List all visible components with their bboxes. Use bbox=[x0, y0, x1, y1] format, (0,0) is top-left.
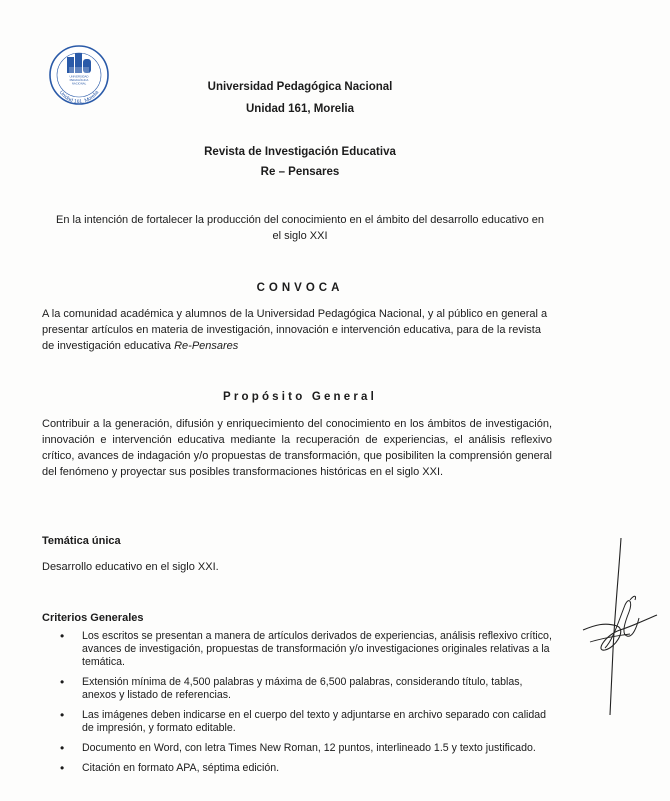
list-item: • Extensión mínima de 4,500 palabras y máxima de 6,500 palabras, considerando título, tablas, anexos y listado de referencias. bbox=[42, 676, 552, 702]
list-item: • Documento en Word, con letra Times New Roman, 12 puntos, interlineado 1.5 y texto justificado. bbox=[42, 742, 552, 755]
logo-text-2: PEDAGÓGICA bbox=[69, 78, 89, 82]
signature-icon bbox=[575, 530, 665, 720]
tematica-heading: Temática única bbox=[42, 535, 121, 547]
list-item: • Citación en formato APA, séptima edición. bbox=[42, 762, 552, 775]
proposito-text: Contribuir a la generación, difusión y enriquecimiento del conocimiento en los ámbitos de investigación, innovación e intervención educativa mediante la recuperación de experiencias, el análisis reflexivo crítico, avances de indagación y/o propuestas de transformación, que posibiliten la comprensión general del fenómeno y proyectar sus posibles transformaciones históricas en el siglo XXI. bbox=[42, 418, 552, 478]
convoca-paragraph bbox=[42, 306, 552, 354]
proposito-heading: Propósito General bbox=[222, 391, 378, 403]
tematica-text: Desarrollo educativo en el siglo XXI. bbox=[42, 561, 219, 573]
upn-logo-icon bbox=[48, 44, 110, 106]
criterios-list bbox=[42, 630, 552, 782]
unit-name: Unidad 161, Morelia bbox=[245, 103, 354, 115]
criterios-heading: Criterios Generales bbox=[42, 612, 144, 624]
list-item: • Las imágenes deben indicarse en el cuerpo del texto y adjuntarse en archivo separado con calidad de impresión, y formato editable. bbox=[42, 709, 552, 735]
convoca-journal-italic: Re-Pensares bbox=[174, 340, 239, 352]
intro-text: En la intención de fortalecer la producción del conocimiento en el ámbito del desarrollo educativo en el siglo XXI bbox=[56, 214, 544, 242]
journal-title: Revista de Investigación Educativa bbox=[204, 146, 396, 158]
list-item: • Los escritos se presentan a manera de artículos derivados de experiencias, análisis reflexivo crítico, avances de investigación, propuestas de transformación y/o investigaciones originales relativas a la temática. bbox=[42, 630, 552, 669]
logo-text-1: UNIVERSIDAD bbox=[69, 74, 89, 79]
convoca-text: A la comunidad académica y alumnos de la Universidad Pedagógica Nacional, y al público en general a presentar artículos en materia de investigación, innovación e intervención educativa, para de la revista de investigación educativa bbox=[42, 308, 548, 352]
journal-name: Re – Pensares bbox=[260, 166, 340, 178]
convoca-heading: CONVOCA bbox=[256, 282, 344, 294]
institution-name: Universidad Pedagógica Nacional bbox=[207, 81, 393, 93]
logo-ring-text: Unidad 161, Morelia bbox=[57, 89, 101, 106]
logo-text-3: NACIONAL bbox=[71, 81, 87, 86]
